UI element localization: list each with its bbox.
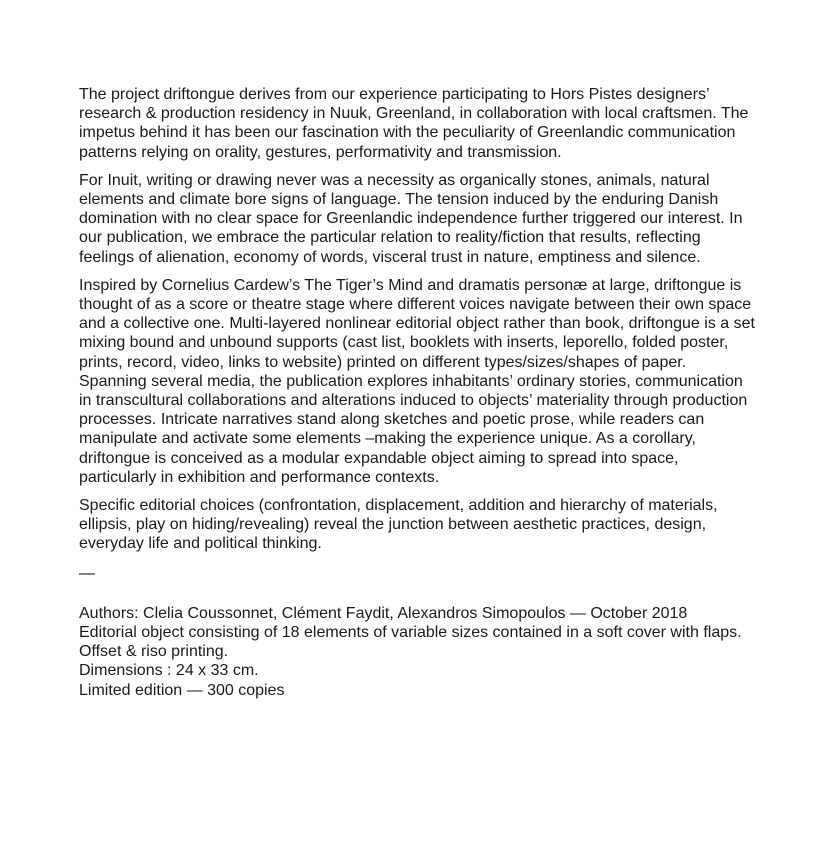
- description-line: Editorial object consisting of 18 elements of variable sizes contained in a soft cover with flaps.: [79, 624, 742, 642]
- paragraph-editorial-choices: Specific editorial choices (confrontation, displacement, addition and hierarchy of materials, ellipsis, play on hiding/revealing) reveal the junction between aesthetic practices, design, everyday life and political thinking.: [79, 497, 718, 553]
- authors-line: Authors: Clelia Coussonnet, Clément Faydit, Alexandros Simopoulos — October 2018: [79, 604, 688, 622]
- edition-line: Limited edition — 300 copies: [79, 681, 285, 699]
- paragraph-intro: The project driftongue derives from our experience participating to Hors Pistes designers’ research & production residency in Nuuk, Greenland, in collaboration with local craftsmen. The impetus behind it has been our fascination with the peculiarity of Greenlandic communication patterns relying on orality, gestures, performativity and transmission.: [79, 86, 749, 161]
- paragraph-inspiration: Inspired by Cornelius Cardew’s The Tiger’s Mind and dramatis personæ at large, driftongue is thought of as a score or theatre stage where different voices navigate between their own space and a collective one. Multi-layered nonlinear editorial object rather than book, driftongue is a set mixing bound and unbound supports (cast list, booklets with inserts, leporello, folded poster, prints, record, video, links to website) printed on different types/sizes/shapes of paper. Spanning several media, the publication explores inhabitants’ ordinary stories, communication in transcultural collaborations and alterations induced to objects’ materiality through production processes. Intricate narratives stand along sketches and poetic prose, while readers can manipulate and activate some elements –making the experience unique. As a corollary, driftongue is conceived as a modular expandable object aiming to spread into space, particularly in exhibition and performance contexts.: [79, 276, 755, 486]
- credits-block: [79, 604, 755, 700]
- document-page: [79, 85, 755, 700]
- printing-line: Offset & riso printing.: [79, 643, 229, 661]
- paragraph-inuit: For Inuit, writing or drawing never was a necessity as organically stones, animals, natural elements and climate bore signs of language. The tension induced by the enduring Danish domination with no clear space for Greenlandic independence further triggered our interest. In our publication, we embrace the particular relation to reality/fiction that results, reflecting feelings of alienation, economy of words, visceral trust in nature, emptiness and silence.: [79, 171, 743, 266]
- dimensions-line: Dimensions : 24 x 33 cm.: [79, 662, 259, 680]
- separator-dash: —: [79, 564, 95, 582]
